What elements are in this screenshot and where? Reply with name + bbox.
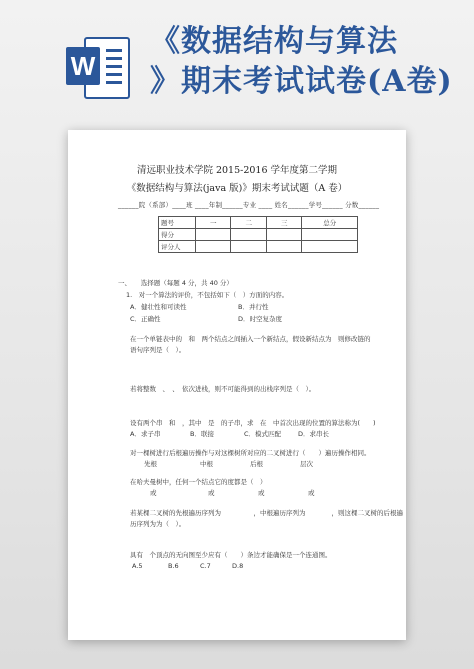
q1-option-d: D．时空复杂度	[238, 315, 283, 323]
exam-title-1: 清远职业技术学院 2015-2016 学年度第二学期	[136, 165, 338, 176]
table-cell	[266, 241, 301, 253]
q8-option-b: B.6	[168, 562, 179, 570]
headline-line-1: 《数据结构与算法	[150, 24, 398, 59]
question-1: 1. 对一个算法的评价，不包括如下（ ）方面的内容。	[126, 291, 289, 299]
q5-option-4: 层次	[300, 460, 313, 468]
score-table	[158, 216, 358, 253]
q4-option-a: A．求子串	[130, 430, 161, 438]
table-cell: 题号	[159, 217, 196, 229]
exam-title-2: 《数据结构与算法(java 版)》期末考试试题（A 卷）	[126, 183, 348, 194]
table-cell	[196, 229, 231, 241]
table-cell	[231, 229, 266, 241]
word-icon	[66, 35, 130, 99]
table-cell	[266, 229, 301, 241]
table-cell: 二	[231, 217, 266, 229]
table-cell	[231, 241, 266, 253]
table-cell	[302, 229, 358, 241]
q6-option-1: 或	[150, 489, 157, 497]
question-6: 在哈夫曼树中，任何一个结点它的度都是（ ）	[130, 478, 267, 486]
q1-option-a: A．健壮性和可读性	[130, 303, 187, 311]
q1-option-b: B．并行性	[238, 303, 269, 311]
q8-option-d: D.8	[232, 562, 244, 570]
table-cell: 总分	[302, 217, 358, 229]
table-cell	[302, 241, 358, 253]
question-7-line-2: 历序列为为（ ）。	[130, 520, 186, 528]
table-cell: 得分	[159, 229, 196, 241]
q4-option-b: B．联接	[190, 430, 214, 438]
q1-option-c: C．正确性	[130, 315, 161, 323]
q6-option-2: 或	[208, 489, 215, 497]
q4-option-d: D．求串长	[298, 430, 330, 438]
exam-paper	[68, 130, 406, 640]
q6-option-3: 或	[258, 489, 265, 497]
word-badge: W	[66, 47, 100, 85]
q6-option-4: 或	[308, 489, 315, 497]
headline-line-2: 》期末考试试卷(A卷)	[150, 64, 453, 99]
question-2-line-2: 语句序列是（ ）。	[130, 346, 186, 354]
q5-option-3: 后根	[250, 460, 263, 468]
table-row	[159, 229, 358, 241]
question-7-line-1: 若某棵二叉树的先根遍历序列为 ，中根遍历序列为 ，则这棵二叉树的后根遍	[130, 509, 403, 517]
q8-option-c: C.7	[200, 562, 211, 570]
table-row	[159, 241, 358, 253]
table-cell	[196, 241, 231, 253]
question-5: 对一棵树进行后根遍历操作与对这棵树所对应的二叉树进行（ ）遍历操作相同。	[130, 449, 371, 457]
question-8: 具有 个顶点的无向图至少应有（ ）条边才能确保是一个连通图。	[130, 551, 332, 559]
q4-option-c: C．模式匹配	[244, 430, 282, 438]
table-cell: 一	[196, 217, 231, 229]
table-cell: 评分人	[159, 241, 196, 253]
score-table-header	[159, 217, 358, 229]
question-4: 设有两个串 和 ，其中 是 的子串，求 在 中首次出现的位置的算法称为( )	[130, 419, 376, 427]
q8-option-a: A.5	[132, 562, 143, 570]
student-info-line: ______院（系部）____班 ____年制______专业 ____ 姓名______学号______ 分数______	[118, 201, 380, 209]
question-3: 若将整数 、 、 依次进栈，则不可能得到的出栈序列是（ ）。	[130, 385, 316, 393]
q5-option-1: 先根	[144, 460, 157, 468]
q5-option-2: 中根	[200, 460, 213, 468]
page-headline	[150, 22, 470, 102]
question-2-line-1: 在一个单链表中的 和 两个结点之间插入一个新结点，假设新结点为 则修改链的	[130, 335, 371, 343]
section-heading: 一、 选择题（每题 4 分，共 40 分）	[118, 279, 233, 287]
table-cell: 三	[266, 217, 301, 229]
